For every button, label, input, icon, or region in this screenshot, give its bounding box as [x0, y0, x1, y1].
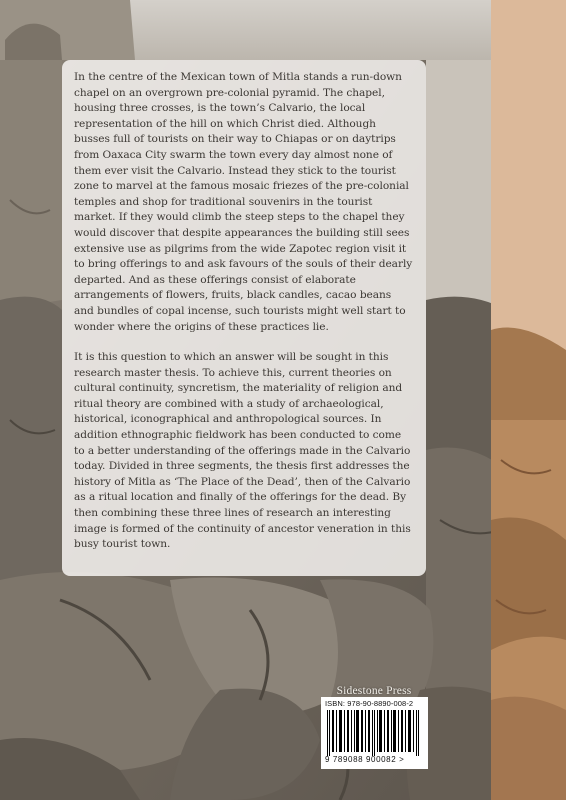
isbn-number: ISBN: 978-90-8890-008-2: [325, 699, 414, 708]
barcode-icon: [325, 710, 423, 756]
spine-color-band: [491, 0, 566, 800]
blurb-paragraph-2: It is this question to which an answer will be sought in this research master thesis. To achieve this, current theories on cultural continuity, syncretism, the materiality of religion and ritual theory are combined with a study of archaeological, historical, iconographical and anthropological sources. In addition ethnographic fieldwork has been conducted to come to a better understanding of the offerings made in the Calvario today. Divided in three segments, the thesis first addresses the history of Mitla as ‘The Place of the Dead’, then of the Calvario as a ritual location and finally of the offerings for the dead. By then combining these three lines of research an interesting image is formed of the continuity of ancestor veneration in this busy tourist town.: [74, 351, 411, 551]
publisher-name: Sidestone Press: [336, 685, 412, 697]
isbn-barcode-block: [321, 697, 428, 769]
blurb-panel: [62, 60, 426, 576]
blurb-paragraph-1: In the centre of the Mexican town of Mitla stands a run-down chapel on an overgrown pre-colonial pyramid. The chapel, housing three crosses, is the town’s Calvario, the local representation of the hill on which Christ died. Although busses full of tourists on their way to Chiapas or on daytrips from Oaxaca City swarm the town every day almost none of them ever visit the Calvario. Instead they stick to the tourist zone to marvel at the famous mosaic friezes of the pre-colonial temples and shop for traditional souvenirs in the tourist market. If they would climb the steep steps to the chapel they would discover that despite appearances the building still sees extensive use as pilgrims from the wide Zapotec region visit it to bring offerings to and ask favours of the souls of their dearly departed. And as these offerings consist of elaborate arrangements of flowers, fruits, black candles, cacao beans and bundles of copal incense, such tourists might well start to wonder where the origins of these practices lie.: [74, 71, 413, 333]
barcode-digits: 9 789088 900082 >: [325, 755, 405, 764]
